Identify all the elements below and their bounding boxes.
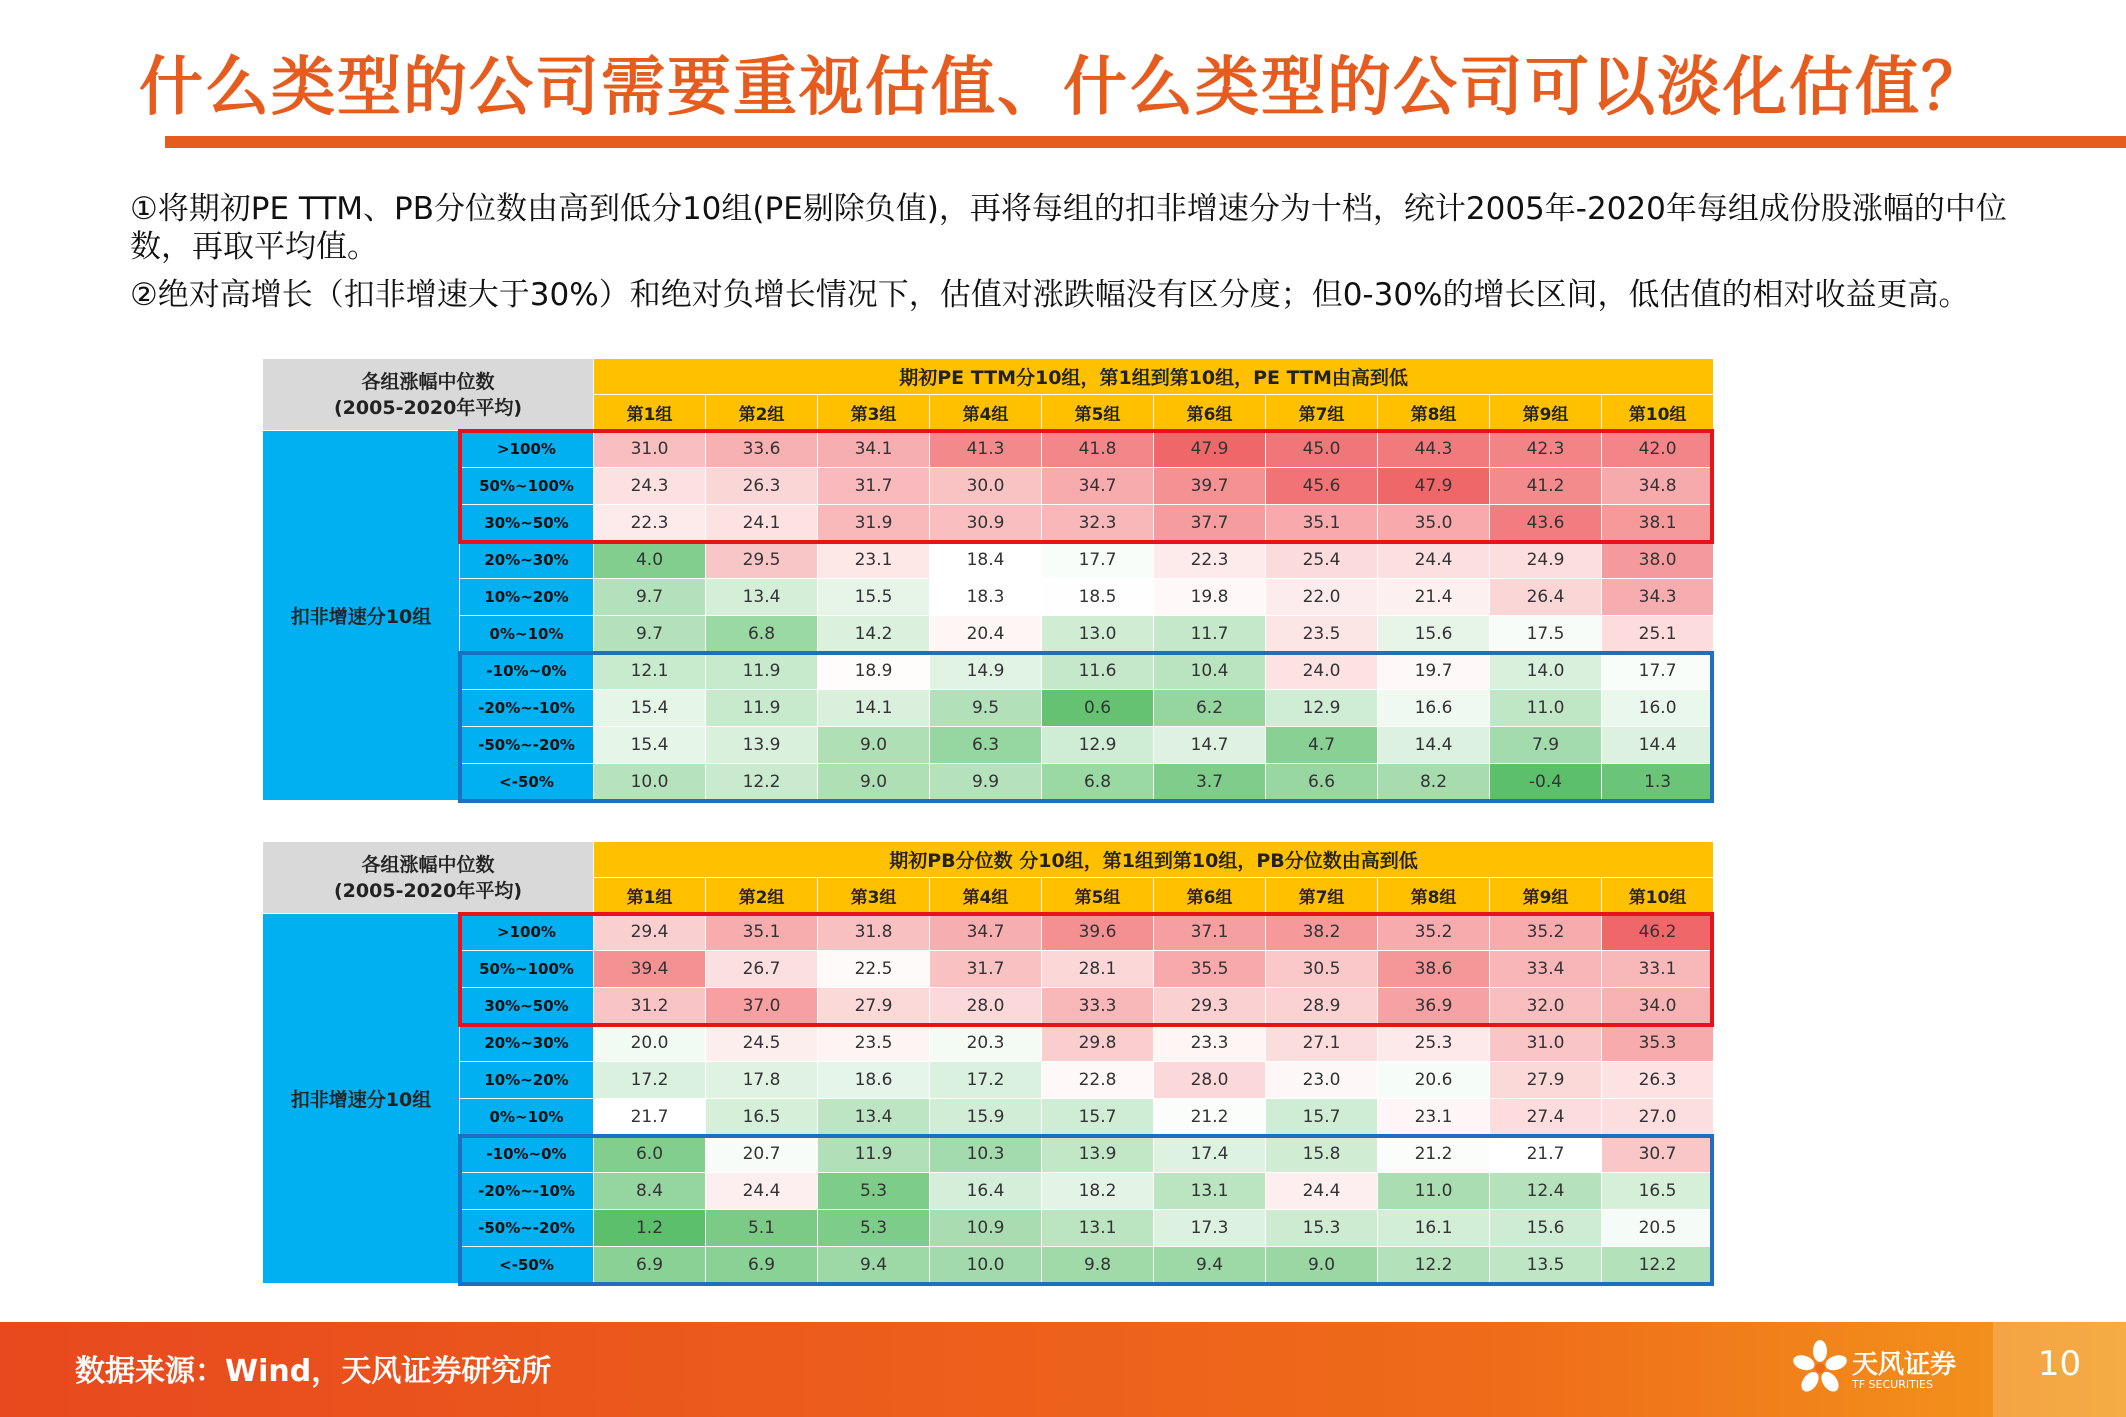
value-cell: 6.9: [594, 1247, 706, 1284]
value-cell: 25.4: [1266, 542, 1378, 579]
value-cell: 24.9: [1490, 542, 1602, 579]
value-cell: 11.9: [706, 690, 818, 727]
table-row: [263, 579, 1714, 616]
value-cell: 15.6: [1490, 1210, 1602, 1247]
value-cell: 37.1: [1154, 914, 1266, 951]
value-cell: 10.9: [930, 1210, 1042, 1247]
row-header: -20%~-10%: [460, 1173, 594, 1210]
table-caption: 期初PE TTM分10组，第1组到第10组，PE TTM由高到低: [594, 359, 1714, 395]
value-cell: 12.9: [1042, 727, 1154, 764]
column-header: 第10组: [1602, 395, 1714, 431]
value-cell: 29.4: [594, 914, 706, 951]
value-cell: 38.1: [1602, 505, 1714, 542]
value-cell: 31.7: [930, 951, 1042, 988]
value-cell: 38.2: [1266, 914, 1378, 951]
column-header: 第4组: [930, 395, 1042, 431]
row-header: -10%~0%: [460, 1136, 594, 1173]
value-cell: 22.8: [1042, 1062, 1154, 1099]
value-cell: 18.9: [818, 653, 930, 690]
value-cell: 6.3: [930, 727, 1042, 764]
value-cell: 15.4: [594, 690, 706, 727]
value-cell: 41.2: [1490, 468, 1602, 505]
value-cell: 12.4: [1490, 1173, 1602, 1210]
value-cell: 15.7: [1266, 1099, 1378, 1136]
row-header: 10%~20%: [460, 1062, 594, 1099]
value-cell: 23.0: [1266, 1062, 1378, 1099]
column-header: 第9组: [1490, 395, 1602, 431]
row-header: -50%~-20%: [460, 727, 594, 764]
column-header: 第3组: [818, 395, 930, 431]
value-cell: 13.5: [1490, 1247, 1602, 1284]
notes: [130, 190, 2030, 324]
value-cell: 44.3: [1378, 431, 1490, 468]
row-header: 10%~20%: [460, 579, 594, 616]
value-cell: 11.7: [1154, 616, 1266, 653]
value-cell: 10.4: [1154, 653, 1266, 690]
value-cell: 3.7: [1154, 764, 1266, 801]
value-cell: 7.9: [1490, 727, 1602, 764]
value-cell: 17.8: [706, 1062, 818, 1099]
table-row: [263, 542, 1714, 579]
value-cell: 33.6: [706, 431, 818, 468]
value-cell: 12.9: [1266, 690, 1378, 727]
value-cell: 31.0: [594, 431, 706, 468]
value-cell: 9.0: [818, 727, 930, 764]
value-cell: 6.6: [1266, 764, 1378, 801]
value-cell: 14.9: [930, 653, 1042, 690]
value-cell: 37.7: [1154, 505, 1266, 542]
value-cell: 16.5: [1602, 1173, 1714, 1210]
value-cell: 46.2: [1602, 914, 1714, 951]
value-cell: 20.5: [1602, 1210, 1714, 1247]
value-cell: 17.3: [1154, 1210, 1266, 1247]
value-cell: 14.4: [1602, 727, 1714, 764]
value-cell: 31.8: [818, 914, 930, 951]
value-cell: 29.5: [706, 542, 818, 579]
value-cell: 27.4: [1490, 1099, 1602, 1136]
value-cell: 14.4: [1378, 727, 1490, 764]
value-cell: 21.2: [1378, 1136, 1490, 1173]
value-cell: 15.6: [1378, 616, 1490, 653]
table-row: [263, 1247, 1714, 1284]
value-cell: 27.0: [1602, 1099, 1714, 1136]
value-cell: 17.2: [930, 1062, 1042, 1099]
value-cell: 30.5: [1266, 951, 1378, 988]
value-cell: 15.5: [818, 579, 930, 616]
table-row: [263, 988, 1714, 1025]
value-cell: 21.2: [1154, 1099, 1266, 1136]
value-cell: 24.4: [1378, 542, 1490, 579]
value-cell: 15.4: [594, 727, 706, 764]
value-cell: 9.8: [1042, 1247, 1154, 1284]
value-cell: 23.5: [1266, 616, 1378, 653]
value-cell: 42.0: [1602, 431, 1714, 468]
table-row: [263, 616, 1714, 653]
value-cell: 33.4: [1490, 951, 1602, 988]
value-cell: 19.8: [1154, 579, 1266, 616]
value-cell: 9.9: [930, 764, 1042, 801]
growth-table-1: [262, 358, 1714, 801]
table-row: [263, 1136, 1714, 1173]
value-cell: 17.4: [1154, 1136, 1266, 1173]
value-cell: 20.6: [1378, 1062, 1490, 1099]
value-cell: 13.1: [1154, 1173, 1266, 1210]
value-cell: 28.1: [1042, 951, 1154, 988]
value-cell: 39.6: [1042, 914, 1154, 951]
column-header: 第4组: [930, 878, 1042, 914]
value-cell: 23.1: [1378, 1099, 1490, 1136]
value-cell: 31.9: [818, 505, 930, 542]
value-cell: 23.5: [818, 1025, 930, 1062]
row-header: 20%~30%: [460, 542, 594, 579]
value-cell: 47.9: [1154, 431, 1266, 468]
value-cell: 17.2: [594, 1062, 706, 1099]
value-cell: 31.7: [818, 468, 930, 505]
value-cell: 18.4: [930, 542, 1042, 579]
value-cell: 12.2: [1378, 1247, 1490, 1284]
value-cell: 30.7: [1602, 1136, 1714, 1173]
value-cell: 31.2: [594, 988, 706, 1025]
value-cell: 28.0: [930, 988, 1042, 1025]
value-cell: 14.7: [1154, 727, 1266, 764]
value-cell: 15.9: [930, 1099, 1042, 1136]
growth-table-2: [262, 841, 1714, 1284]
column-header: 第8组: [1378, 878, 1490, 914]
value-cell: 21.7: [594, 1099, 706, 1136]
table-row: [263, 1099, 1714, 1136]
value-cell: 5.1: [706, 1210, 818, 1247]
value-cell: 20.3: [930, 1025, 1042, 1062]
value-cell: 13.1: [1042, 1210, 1154, 1247]
value-cell: 20.0: [594, 1025, 706, 1062]
value-cell: 1.3: [1602, 764, 1714, 801]
row-header: -50%~-20%: [460, 1210, 594, 1247]
value-cell: 29.3: [1154, 988, 1266, 1025]
value-cell: 34.7: [930, 914, 1042, 951]
value-cell: 24.5: [706, 1025, 818, 1062]
table-row: [263, 951, 1714, 988]
value-cell: 27.1: [1266, 1025, 1378, 1062]
logo-text: 天风证券: [1852, 1350, 1957, 1380]
value-cell: 28.0: [1154, 1062, 1266, 1099]
row-header: 30%~50%: [460, 505, 594, 542]
value-cell: 26.7: [706, 951, 818, 988]
value-cell: 16.0: [1602, 690, 1714, 727]
table-row: [263, 914, 1714, 951]
value-cell: 15.3: [1266, 1210, 1378, 1247]
value-cell: 26.3: [1602, 1062, 1714, 1099]
column-header: 第5组: [1042, 878, 1154, 914]
value-cell: 14.2: [818, 616, 930, 653]
table-row: [263, 653, 1714, 690]
value-cell: 16.4: [930, 1173, 1042, 1210]
value-cell: 9.7: [594, 616, 706, 653]
table-row: [263, 1210, 1714, 1247]
column-header: 第7组: [1266, 878, 1378, 914]
value-cell: 20.7: [706, 1136, 818, 1173]
value-cell: 22.0: [1266, 579, 1378, 616]
column-header: 第1组: [594, 395, 706, 431]
table-corner-header: 各组涨幅中位数 (2005-2020年平均): [263, 842, 594, 914]
value-cell: 27.9: [1490, 1062, 1602, 1099]
value-cell: 12.1: [594, 653, 706, 690]
value-cell: 24.3: [594, 468, 706, 505]
value-cell: 9.7: [594, 579, 706, 616]
value-cell: 18.6: [818, 1062, 930, 1099]
value-cell: 11.0: [1378, 1173, 1490, 1210]
value-cell: 1.2: [594, 1210, 706, 1247]
value-cell: 9.4: [1154, 1247, 1266, 1284]
value-cell: 38.6: [1378, 951, 1490, 988]
slide-title: 什么类型的公司需要重视估值、什么类型的公司可以淡化估值？: [139, 51, 1987, 125]
value-cell: 15.8: [1266, 1136, 1378, 1173]
value-cell: 43.6: [1490, 505, 1602, 542]
table-corner-header: 各组涨幅中位数 (2005-2020年平均): [263, 359, 594, 431]
value-cell: 11.9: [818, 1136, 930, 1173]
value-cell: 9.0: [818, 764, 930, 801]
value-cell: 13.4: [706, 579, 818, 616]
value-cell: 16.6: [1378, 690, 1490, 727]
value-cell: 24.4: [706, 1173, 818, 1210]
company-logo: [1790, 1336, 1960, 1402]
value-cell: 16.1: [1378, 1210, 1490, 1247]
value-cell: 47.9: [1378, 468, 1490, 505]
value-cell: 38.0: [1602, 542, 1714, 579]
value-cell: 35.0: [1378, 505, 1490, 542]
row-header: <-50%: [460, 764, 594, 801]
value-cell: 30.9: [930, 505, 1042, 542]
value-cell: 35.3: [1602, 1025, 1714, 1062]
value-cell: 41.3: [930, 431, 1042, 468]
column-header: 第3组: [818, 878, 930, 914]
column-header: 第6组: [1154, 395, 1266, 431]
value-cell: 8.4: [594, 1173, 706, 1210]
value-cell: 15.7: [1042, 1099, 1154, 1136]
row-header: 30%~50%: [460, 988, 594, 1025]
footer-bar: [0, 1322, 2126, 1417]
value-cell: 34.7: [1042, 468, 1154, 505]
value-cell: 18.3: [930, 579, 1042, 616]
value-cell: 24.0: [1266, 653, 1378, 690]
value-cell: 6.9: [706, 1247, 818, 1284]
value-cell: 22.5: [818, 951, 930, 988]
table-row: [263, 727, 1714, 764]
value-cell: 4.7: [1266, 727, 1378, 764]
value-cell: 21.7: [1490, 1136, 1602, 1173]
value-cell: 37.0: [706, 988, 818, 1025]
value-cell: 26.4: [1490, 579, 1602, 616]
title-underline: [165, 136, 2126, 148]
value-cell: 35.1: [1266, 505, 1378, 542]
value-cell: 30.0: [930, 468, 1042, 505]
value-cell: 45.0: [1266, 431, 1378, 468]
column-header: 第1组: [594, 878, 706, 914]
value-cell: 9.5: [930, 690, 1042, 727]
value-cell: 31.0: [1490, 1025, 1602, 1062]
value-cell: 9.4: [818, 1247, 930, 1284]
value-cell: 26.3: [706, 468, 818, 505]
row-header: >100%: [460, 431, 594, 468]
column-header: 第2组: [706, 878, 818, 914]
logo-flower-icon: [1790, 1338, 1850, 1398]
value-cell: 34.1: [818, 431, 930, 468]
value-cell: 6.8: [1042, 764, 1154, 801]
value-cell: 34.0: [1602, 988, 1714, 1025]
value-cell: 6.0: [594, 1136, 706, 1173]
value-cell: 14.1: [818, 690, 930, 727]
table-row: [263, 1173, 1714, 1210]
value-cell: 14.0: [1490, 653, 1602, 690]
row-header: 0%~10%: [460, 1099, 594, 1136]
row-group-label: 扣非增速分10组: [263, 431, 460, 801]
value-cell: 13.9: [706, 727, 818, 764]
value-cell: 12.2: [706, 764, 818, 801]
value-cell: 25.3: [1378, 1025, 1490, 1062]
value-cell: 28.9: [1266, 988, 1378, 1025]
column-header: 第2组: [706, 395, 818, 431]
table-row: [263, 764, 1714, 801]
table-row: [263, 1025, 1714, 1062]
value-cell: 10.3: [930, 1136, 1042, 1173]
value-cell: 5.3: [818, 1173, 930, 1210]
value-cell: 19.7: [1378, 653, 1490, 690]
page-number: 10: [2037, 1344, 2082, 1384]
value-cell: 36.9: [1378, 988, 1490, 1025]
value-cell: 17.7: [1602, 653, 1714, 690]
row-header: 0%~10%: [460, 616, 594, 653]
row-header: -20%~-10%: [460, 690, 594, 727]
value-cell: 42.3: [1490, 431, 1602, 468]
value-cell: 32.0: [1490, 988, 1602, 1025]
row-group-label: 扣非增速分10组: [263, 914, 460, 1284]
value-cell: 27.9: [818, 988, 930, 1025]
column-header: 第7组: [1266, 395, 1378, 431]
value-cell: 24.4: [1266, 1173, 1378, 1210]
value-cell: 18.2: [1042, 1173, 1154, 1210]
column-header: 第8组: [1378, 395, 1490, 431]
value-cell: 32.3: [1042, 505, 1154, 542]
table-row: [263, 1062, 1714, 1099]
value-cell: 23.1: [818, 542, 930, 579]
value-cell: 13.9: [1042, 1136, 1154, 1173]
value-cell: 13.4: [818, 1099, 930, 1136]
value-cell: 18.5: [1042, 579, 1154, 616]
value-cell: 9.0: [1266, 1247, 1378, 1284]
value-cell: 6.2: [1154, 690, 1266, 727]
value-cell: 33.1: [1602, 951, 1714, 988]
value-cell: 45.6: [1266, 468, 1378, 505]
value-cell: 33.3: [1042, 988, 1154, 1025]
logo-subtext: TF SECURITIES: [1852, 1378, 1933, 1391]
value-cell: 17.7: [1042, 542, 1154, 579]
value-cell: 21.4: [1378, 579, 1490, 616]
column-header: 第9组: [1490, 878, 1602, 914]
table-row: [263, 505, 1714, 542]
value-cell: 16.5: [706, 1099, 818, 1136]
value-cell: 35.2: [1490, 914, 1602, 951]
table-row: [263, 431, 1714, 468]
value-cell: 20.4: [930, 616, 1042, 653]
value-cell: 22.3: [594, 505, 706, 542]
column-header: 第5组: [1042, 395, 1154, 431]
row-header: >100%: [460, 914, 594, 951]
value-cell: 39.4: [594, 951, 706, 988]
row-header: 50%~100%: [460, 468, 594, 505]
value-cell: 10.0: [594, 764, 706, 801]
value-cell: 25.1: [1602, 616, 1714, 653]
note-2: ②绝对高增长（扣非增速大于30%）和绝对负增长情况下，估值对涨跌幅没有区分度；但0-30%的增长区间，低估值的相对收益更高。: [130, 277, 1970, 313]
value-cell: 35.1: [706, 914, 818, 951]
note-1: ①将期初PE TTM、PB分位数由高到低分10组(PE剔除负值)，再将每组的扣非增速分为十档，统计2005年-2020年每组成份股涨幅的中位数，再取平均值。: [130, 191, 2007, 265]
value-cell: 39.7: [1154, 468, 1266, 505]
column-header: 第10组: [1602, 878, 1714, 914]
value-cell: 22.3: [1154, 542, 1266, 579]
value-cell: 13.0: [1042, 616, 1154, 653]
value-cell: 0.6: [1042, 690, 1154, 727]
value-cell: 11.6: [1042, 653, 1154, 690]
table-row: [263, 468, 1714, 505]
row-header: -10%~0%: [460, 653, 594, 690]
value-cell: -0.4: [1490, 764, 1602, 801]
row-header: 50%~100%: [460, 951, 594, 988]
row-header: <-50%: [460, 1247, 594, 1284]
value-cell: 34.3: [1602, 579, 1714, 616]
value-cell: 23.3: [1154, 1025, 1266, 1062]
value-cell: 5.3: [818, 1210, 930, 1247]
value-cell: 34.8: [1602, 468, 1714, 505]
value-cell: 12.2: [1602, 1247, 1714, 1284]
value-cell: 29.8: [1042, 1025, 1154, 1062]
table-row: [263, 690, 1714, 727]
value-cell: 35.5: [1154, 951, 1266, 988]
row-header: 20%~30%: [460, 1025, 594, 1062]
value-cell: 6.8: [706, 616, 818, 653]
value-cell: 35.2: [1378, 914, 1490, 951]
value-cell: 41.8: [1042, 431, 1154, 468]
value-cell: 4.0: [594, 542, 706, 579]
table-caption: 期初PB分位数 分10组，第1组到第10组，PB分位数由高到低: [594, 842, 1714, 878]
value-cell: 10.0: [930, 1247, 1042, 1284]
data-source: 数据来源：Wind，天风证券研究所: [75, 1354, 552, 1389]
value-cell: 24.1: [706, 505, 818, 542]
value-cell: 17.5: [1490, 616, 1602, 653]
value-cell: 11.9: [706, 653, 818, 690]
column-header: 第6组: [1154, 878, 1266, 914]
value-cell: 11.0: [1490, 690, 1602, 727]
value-cell: 8.2: [1378, 764, 1490, 801]
